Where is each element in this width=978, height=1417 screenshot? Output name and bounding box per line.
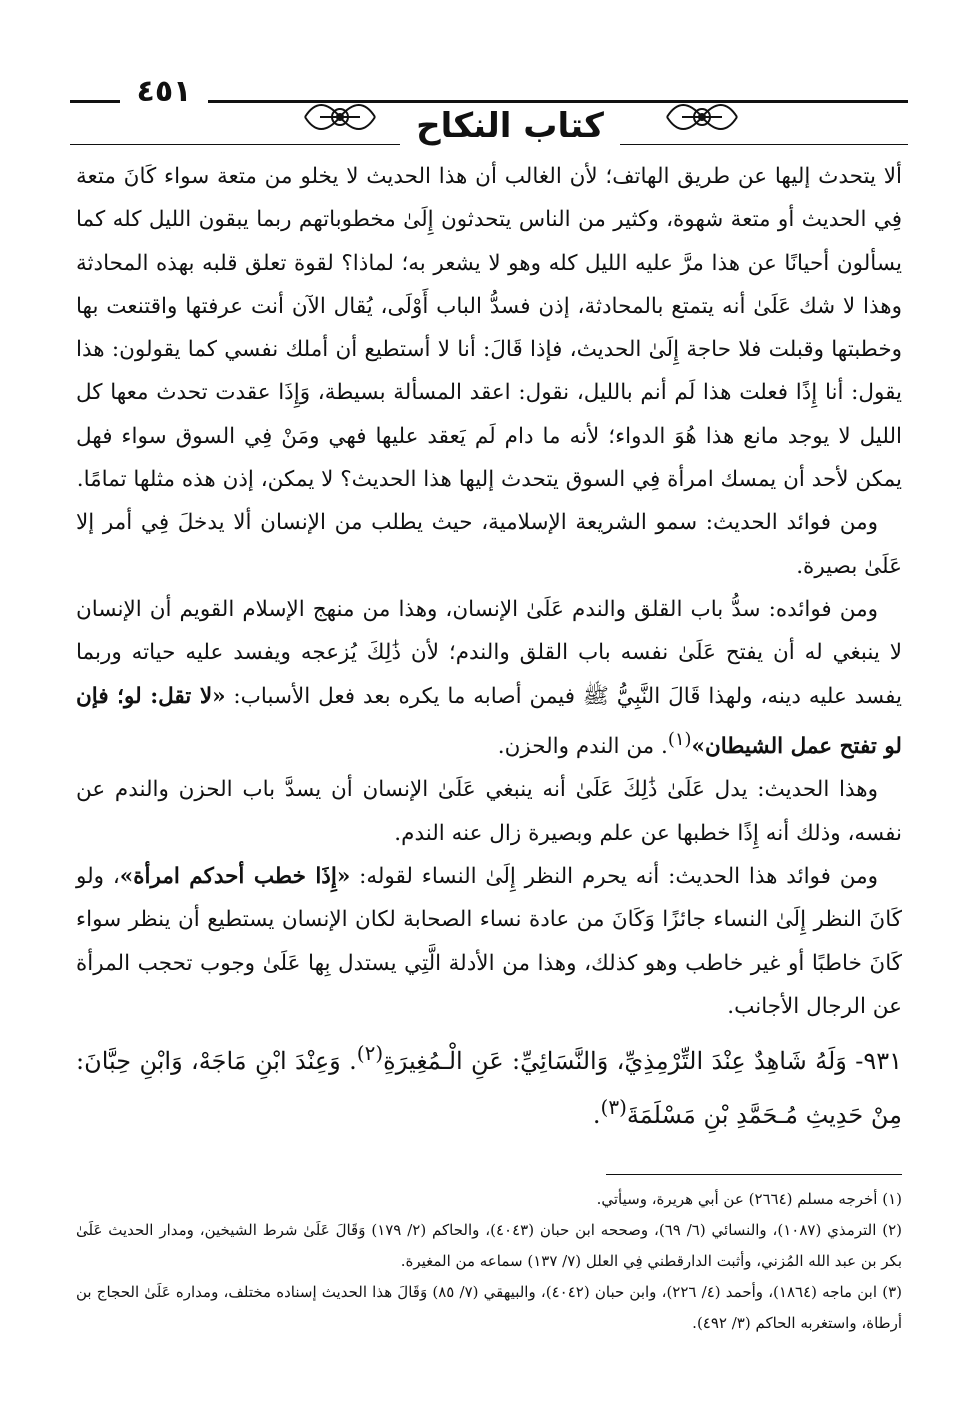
footnote-ref-1: (١) bbox=[667, 728, 692, 750]
main-text bbox=[76, 155, 902, 1138]
footnote-separator bbox=[606, 1174, 902, 1175]
paragraph-3-text: ومن فوائده: سدُّ باب القلق والندم عَلَىٰ الإنسان، وهذا من منهج الإسلام القويم أن الإنسان لا ينبغي له أن يفتح عَلَىٰ نفسه باب القلق والندم؛ لأن ذَٰلِكَ يُزعجه ويفسد عليه حياته وربما يفسد عليه دينه، ولهذا قَالَ النَّبِيُّ ﷺ فيمن أصابه ما يكره بعد فعل الأسباب: bbox=[76, 596, 903, 709]
paragraph-5-text: ومن فوائد هذا الحديث: أنه يحرم النظر إِلَىٰ النساء لقوله: bbox=[350, 863, 878, 889]
paragraph-4-text: وهذا الحديث: يدل عَلَىٰ ذَٰلِكَ عَلَىٰ أنه ينبغي عَلَىٰ الإنسان أن يسدَّ باب الحزن والندم عن نفسه، وذلك أنه إِذًا خطبها عن علم وبصيرة زال عنه الندم. bbox=[76, 777, 902, 846]
hadith-931-part-b: . وَعِنْدَ ابْنِ مَاجَهْ، وَابْنِ حِبَّانَ: مِنْ حَدِيثِ مُـحَمَّدِ بْنِ مَسْلَمَةَ bbox=[76, 1047, 902, 1130]
footnote-ref-3: (٣) bbox=[600, 1095, 627, 1120]
hadith-931 bbox=[76, 1030, 902, 1138]
ornament-right-icon bbox=[662, 88, 742, 146]
page-header bbox=[70, 70, 908, 150]
paragraph-2-text: ومن فوائد الحديث: سمو الشريعة الإسلامية، حيث يطلب من الإنسان ألا يدخلَ فِي أمر إلا عَلَىٰ بصيرة. bbox=[76, 510, 902, 579]
hadith-quote-khataba: «إِذَا خطب أحدكم امرأة» bbox=[119, 863, 351, 889]
book-title: كتاب النكاح bbox=[400, 106, 620, 146]
hadith-931-part-a: ٩٣١- وَلَهُ شَاهِدٌ عِنْدَ التِّرْمِذِيِّ، وَالنَّسَائِيِّ: عَنِ الْـمُغِيرَةِ bbox=[383, 1047, 902, 1076]
hadith-931-part-c: . bbox=[592, 1101, 601, 1130]
footnote-2: (٢) الترمذي (١٠٨٧)، والنسائي (٦/ ٦٩)، وصححه ابن حبان (٤٠٤٣)، والحاكم (٢/ ١٧٩) وَقَالَ عَلَىٰ شرط الشيخين، ومدار الحديث عَلَىٰ بكر بن عبد الله المُزني، وأثبت الدارقطني فِي العلل (٧/ ١٣٧) سماعه من المغيرة. bbox=[76, 1221, 903, 1270]
footnote-ref-2: (٢) bbox=[356, 1041, 384, 1066]
paragraph-1: ألا يتحدث إليها عن طريق الهاتف؛ لأن الغالب أن هذا الحديث لا يخلو من متعة سواء كَانَ متعة فِي الحديث أو متعة شهوة، وكثير من الناس يتحدثون إِلَىٰ مخطوباتهم ربما يبقون الليل كله كما يسألون أحيانًا عن هذا مرَّ عليه الليل كله وهو لا يشعر به؛ لماذا؟ لقوة تعلق قلبه بهذه المحادثة وهذا لا شك عَلَىٰ أنه يتمتع بالمحادثة، إذن فسدُّ الباب أَوْلَى، يُقال الآن أنت عرفتها واقتنعت بها وخطبتها وقبلت فلا حاجة إِلَىٰ الحديث، فإذا قَالَ: أنا لا أستطيع أن أملك نفسي كما يقولون: هذا يقول: أنا إِذًا فعلت هذا لَم أنم بالليل، نقول: اعقد المسألة بسيطة، وَإِذَا عقدت تحدث معها كل الليل لا يوجد مانع هذا هُوَ الدواء؛ لأنه ما دام لَم يَعقد عليها فهي ومَنْ فِي السوق سواء فهل يمكن لأحد أن يمسك امرأة فِي السوق يتحدث إليها هذا الحديث؟ لا يمكن، إذن هذه مثلها تمامًا. bbox=[76, 164, 902, 493]
paragraph-3 bbox=[76, 588, 902, 768]
footnotes bbox=[76, 1184, 902, 1339]
paragraph-5 bbox=[76, 855, 902, 1028]
paragraph-5-end: ، ولو كَانَ النظر إِلَىٰ النساء جائزًا وَكَانَ من عادة نساء الصحابة لكان الإنسان يستطيع أن ينظر سواء كَانَ خاطبًا أو غير خاطب وهو كذلك، وهذا من الأدلة الَّتِي يستدل بِها عَلَىٰ وجوب تحجب المرأة عن الرجال الأجانب. bbox=[76, 863, 902, 1019]
hadith-quote-la-taqul: «لا تقل: لو؛ فإن لو تفتح عمل الشيطان» bbox=[76, 683, 902, 760]
paragraph-2 bbox=[76, 501, 902, 588]
paragraph-3-end: . من الندم والحزن. bbox=[497, 734, 668, 760]
footnote-3: (٣) ابن ماجه (١٨٦٤)، وأحمد (٤/ ٢٢٦)، وابن حبان (٤٠٤٢)، والبيهقي (٧/ ٨٥) وَقَالَ هذا الحديث إسناده مختلف، ومداره عَلَىٰ الحجاج بن أرطاة، واستغربه الحاكم (٣/ ٤٩٢). bbox=[76, 1283, 902, 1332]
paragraph-4 bbox=[76, 768, 902, 855]
footnote-1: (١) أخرجه مسلم (٢٦٦٤) عن أبي هريرة، وسيأتي. bbox=[596, 1190, 902, 1208]
page-number: ٤٥١ bbox=[120, 74, 208, 109]
ornament-left-icon bbox=[300, 88, 380, 146]
